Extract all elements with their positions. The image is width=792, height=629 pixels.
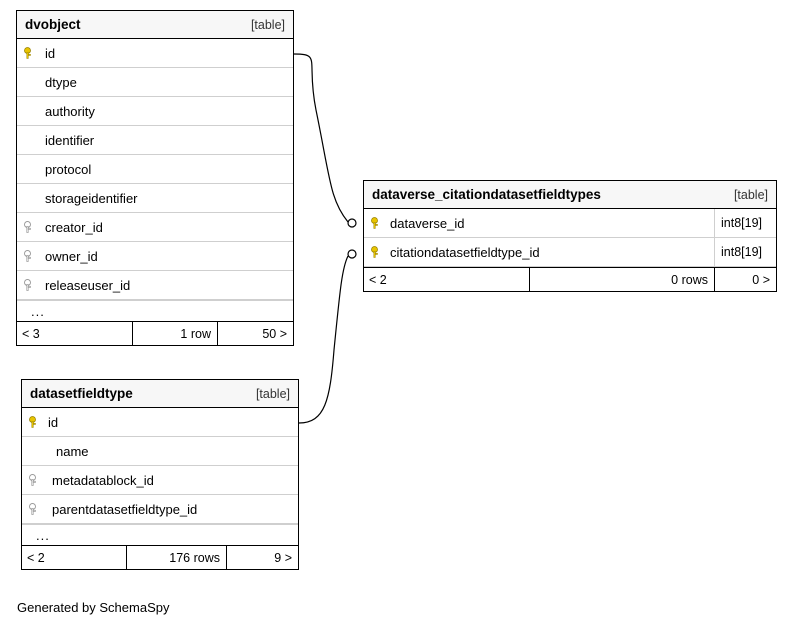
footer-row-count: 1 row (132, 322, 217, 345)
column-name: storageidentifier (45, 190, 138, 206)
table-type-tag: [table] (733, 187, 768, 202)
primary-key-icon (364, 246, 388, 259)
primary-key-icon (364, 217, 388, 230)
column-name: creator_id (45, 219, 103, 235)
more-columns-indicator: ... (22, 524, 298, 545)
footer-next-count[interactable]: 9 > (226, 546, 298, 569)
table-row[interactable] (17, 68, 293, 97)
footer-row-count: 0 rows (529, 268, 714, 291)
table-row[interactable] (22, 408, 298, 437)
primary-key-icon (22, 416, 46, 429)
table-header-dvobject (17, 11, 293, 39)
table-row[interactable] (17, 97, 293, 126)
more-columns-indicator: ... (17, 300, 293, 321)
column-name: citationdatasetfieldtype_id (390, 244, 540, 260)
column-name: identifier (45, 132, 95, 148)
column-name: protocol (45, 161, 92, 177)
table-row[interactable] (364, 238, 776, 267)
table-dataverse-citationdatasetfieldtypes[interactable] (363, 180, 777, 292)
table-row[interactable] (17, 184, 293, 213)
table-row[interactable] (17, 39, 293, 68)
column-name: owner_id (45, 248, 98, 264)
table-datasetfieldtype[interactable] (21, 379, 299, 570)
table-row[interactable] (17, 213, 293, 242)
edge-dvobject-to-citation (294, 54, 348, 222)
footer-prev-count[interactable]: < 2 (369, 272, 387, 287)
edge-endpoint-circle (348, 250, 356, 258)
table-row[interactable] (22, 495, 298, 524)
table-row[interactable] (22, 437, 298, 466)
generated-by-caption: Generated by SchemaSpy (17, 600, 170, 615)
table-footer-datasetfieldtype (22, 545, 298, 569)
footer-prev-count[interactable]: < 3 (22, 326, 40, 341)
table-title: dvobject (25, 17, 81, 32)
table-footer-citation (364, 267, 776, 291)
column-name: id (48, 414, 59, 430)
table-header-citation (364, 181, 776, 209)
table-row[interactable] (17, 126, 293, 155)
primary-key-icon (17, 47, 41, 60)
table-row[interactable] (17, 271, 293, 300)
column-name: parentdatasetfieldtype_id (52, 501, 198, 517)
footer-row-count: 176 rows (126, 546, 226, 569)
table-type-tag: [table] (250, 17, 285, 32)
table-title: dataverse_citationdatasetfieldtypes (372, 187, 601, 202)
foreign-key-icon (17, 279, 41, 292)
column-type: int8[19] (714, 209, 776, 237)
column-name: dtype (45, 74, 77, 90)
column-name: releaseuser_id (45, 277, 131, 293)
foreign-key-icon (17, 250, 41, 263)
footer-next-count[interactable]: 0 > (714, 268, 776, 291)
footer-next-count[interactable]: 50 > (217, 322, 293, 345)
table-row[interactable] (22, 466, 298, 495)
foreign-key-icon (17, 221, 41, 234)
table-header-datasetfieldtype (22, 380, 298, 408)
column-name: id (45, 45, 56, 61)
column-name: metadatablock_id (52, 472, 154, 488)
table-footer-dvobject (17, 321, 293, 345)
column-name: name (56, 443, 89, 459)
edge-datasetfieldtype-to-citation (299, 256, 348, 423)
column-name: dataverse_id (390, 215, 465, 231)
table-title: datasetfieldtype (30, 386, 133, 401)
edge-endpoint-circle (348, 219, 356, 227)
foreign-key-icon (22, 503, 46, 516)
table-row[interactable] (17, 155, 293, 184)
table-row[interactable] (364, 209, 776, 238)
table-row[interactable] (17, 242, 293, 271)
column-type: int8[19] (714, 238, 776, 266)
table-dvobject[interactable] (16, 10, 294, 346)
footer-prev-count[interactable]: < 2 (27, 550, 45, 565)
foreign-key-icon (22, 474, 46, 487)
table-type-tag: [table] (255, 386, 290, 401)
column-name: authority (45, 103, 95, 119)
